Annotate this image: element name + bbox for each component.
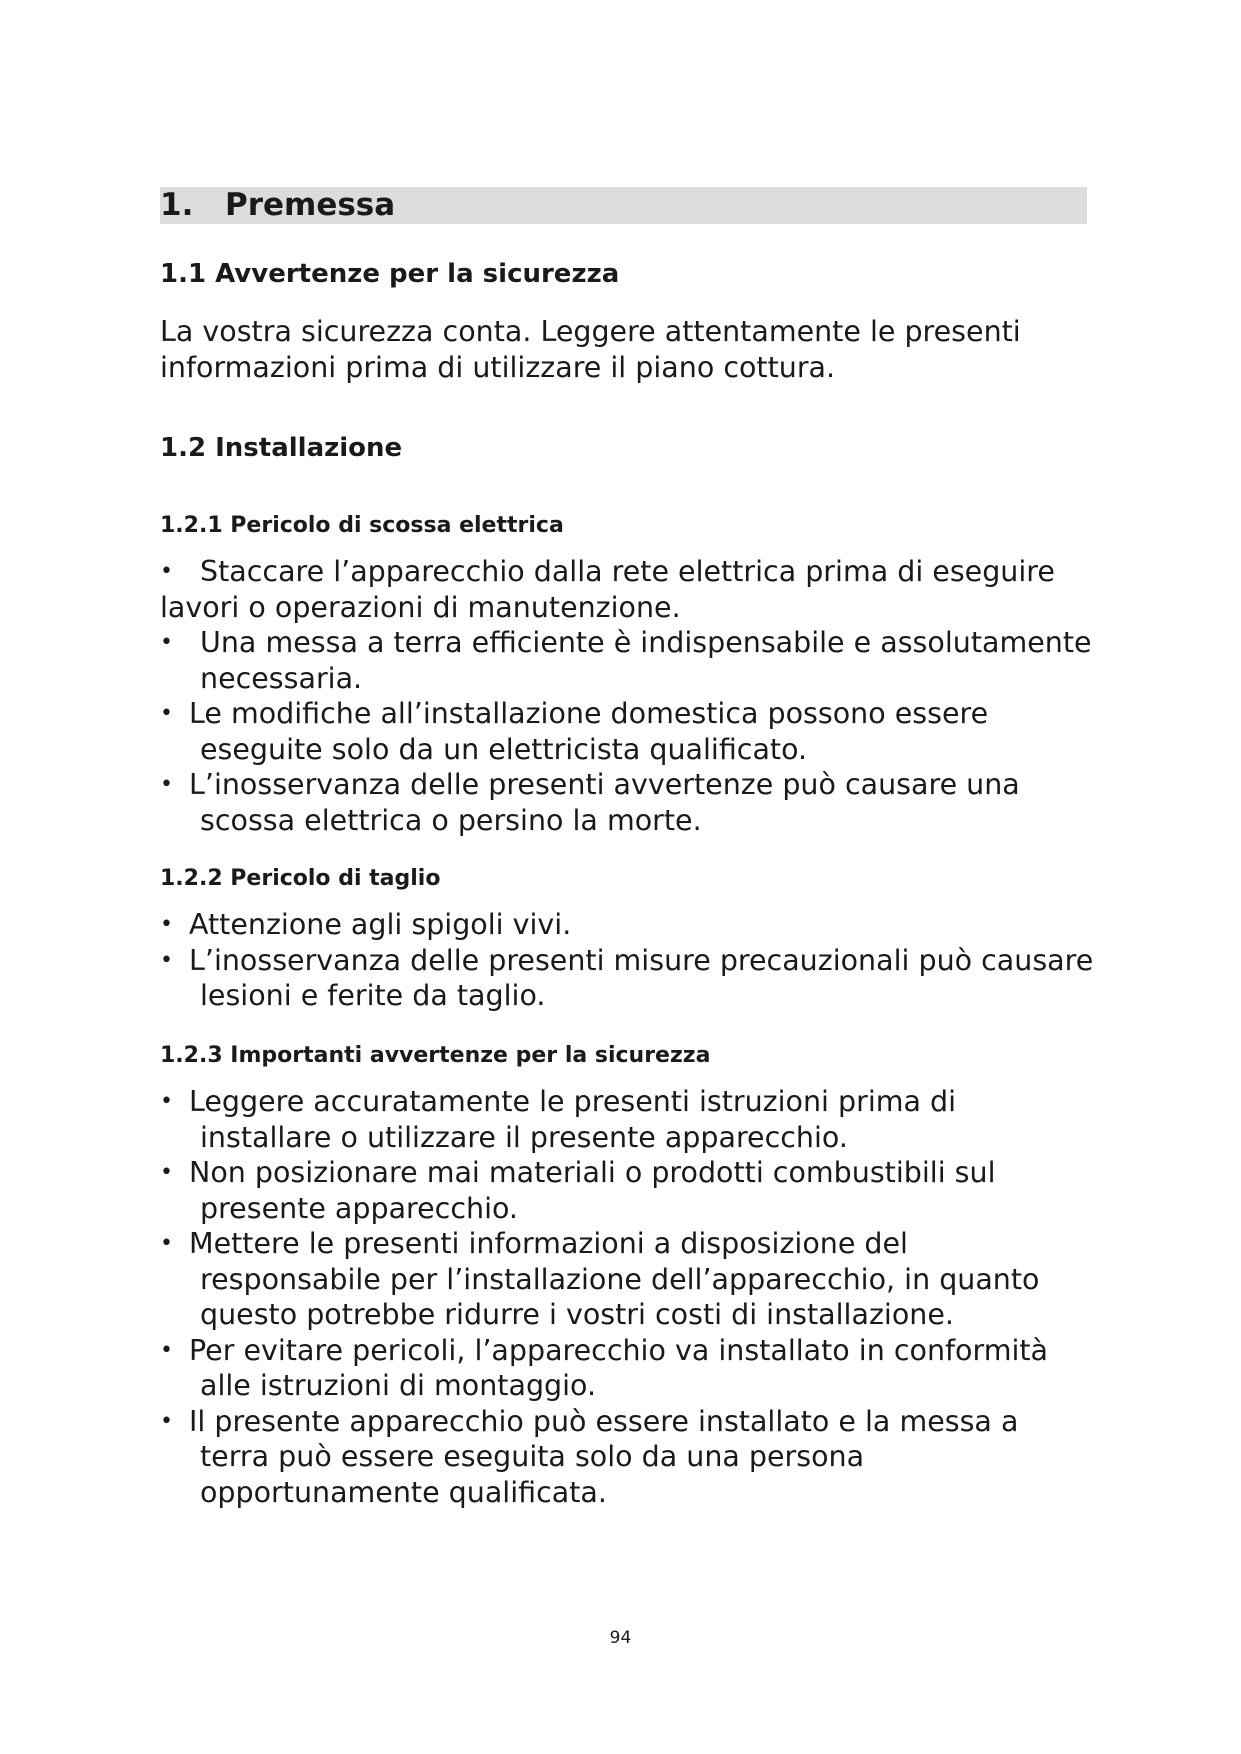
section-1-2-title: 1.2 Installazione (160, 433, 403, 463)
list-item-text: Leggere accuratamente le presenti istruzioni prima di installare o utilizzare il presente apparecchio. (189, 1085, 957, 1154)
bullet-icon: • (160, 1160, 173, 1185)
list-item (160, 1084, 1095, 1155)
list-item-text: L’inosservanza delle presenti misure precauzionali può causare lesioni e ferite da taglio. (189, 943, 1094, 1012)
cut-hazard-list (160, 907, 1095, 1014)
list-item-text: Una messa a terra efficiente è indispensabile e assolutamente necessaria. (200, 626, 1092, 695)
list-item (160, 1404, 1095, 1511)
bullet-icon: • (160, 772, 173, 797)
bullet-icon: • (160, 947, 173, 973)
list-item (160, 1226, 1095, 1333)
list-item-text: Per evitare pericoli, l’apparecchio va installato in conformità alle istruzioni di montaggio. (189, 1333, 1049, 1402)
bullet-icon: • (160, 1337, 173, 1363)
list-item-text: Attenzione agli spigoli vivi. (189, 908, 572, 941)
chapter-number: 1. (160, 187, 194, 223)
list-item (160, 554, 1095, 625)
list-item-text: Non posizionare mai materiali o prodotti combustibili sul presente apparecchio. (189, 1156, 996, 1225)
list-item (160, 1155, 1095, 1226)
chapter-heading (160, 187, 395, 224)
section-1-2-1-title: 1.2.1 Pericolo di scossa elettrica (160, 513, 564, 538)
list-item (160, 943, 1095, 1014)
bullet-icon: • (160, 1231, 173, 1256)
list-item-text: Il presente apparecchio può essere installato e la messa a terra può essere eseguita solo da una persona opportunamente qualificata. (189, 1404, 1019, 1509)
list-item (160, 696, 1095, 767)
chapter-title: Premessa (225, 187, 396, 223)
list-item-text: Staccare l’apparecchio dalla rete elettrica prima di eseguire lavori o operazioni di manutenzione. (160, 555, 1055, 624)
page-number: 94 (609, 1628, 632, 1648)
list-item (160, 1333, 1095, 1404)
section-1-2-3-title: 1.2.3 Importanti avvertenze per la sicurezza (160, 1043, 711, 1068)
section-1-1-paragraph: La vostra sicurezza conta. Leggere attentamente le presenti informazioni prima di utilizzare il piano cottura. (160, 315, 1021, 384)
bullet-icon: • (160, 1089, 173, 1114)
list-item-text: Le modifiche all’installazione domestica possono essere eseguite solo da un elettricista qualificato. (189, 697, 989, 766)
list-item (160, 907, 1095, 943)
bullet-icon: • (160, 1408, 173, 1434)
section-1-1-title: 1.1 Avvertenze per la sicurezza (160, 259, 620, 289)
list-item (160, 625, 1095, 696)
bullet-icon: • (160, 912, 173, 937)
list-item-text: L’inosservanza delle presenti avvertenze può causare una scossa elettrica o persino la morte. (189, 768, 1020, 837)
bullet-icon: • (160, 701, 173, 726)
safety-warnings-list (160, 1084, 1095, 1510)
electric-shock-list (160, 554, 1095, 838)
bullet-icon: • (160, 630, 173, 655)
list-item (160, 767, 1095, 838)
section-1-2-2-title: 1.2.2 Pericolo di taglio (160, 866, 441, 891)
bullet-icon: • (160, 559, 173, 584)
list-item-text: Mettere le presenti informazioni a disposizione del responsabile per l’installazione dell’apparecchio, in quanto questo potrebbe ridurre i vostri costi di installazione. (189, 1227, 1040, 1331)
